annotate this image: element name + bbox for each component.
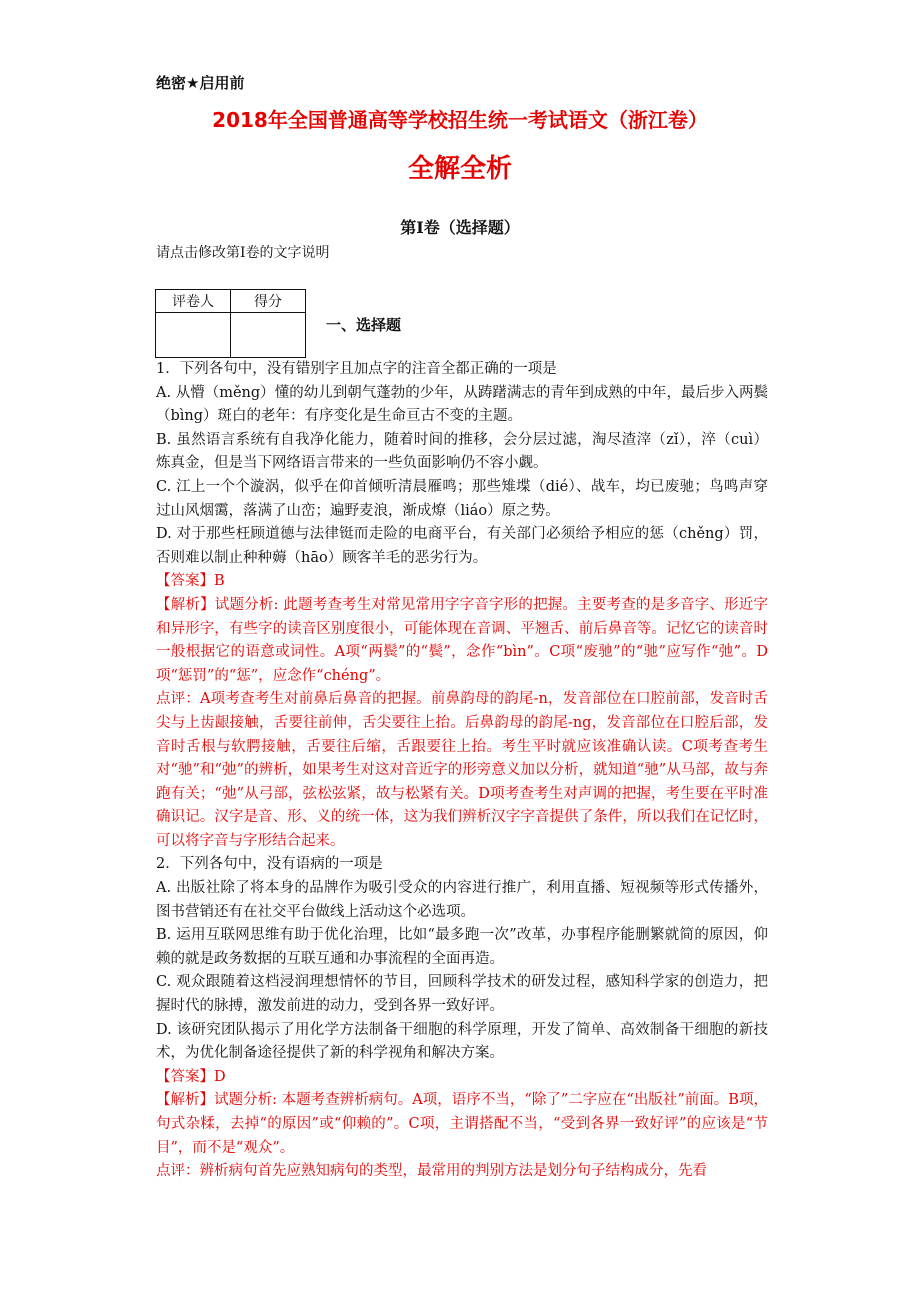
q2-answer: 【答案】D (156, 1068, 226, 1085)
q2-comment: 点评：辨析病句首先应熟知病句的类型，最常用的判别方法是划分句子结构成分，先看 (156, 1163, 707, 1180)
q1-stem: 1．下列各句中，没有错别字且加点字的注音全都正确的一项是 (156, 361, 557, 377)
score-table-score-cell[interactable] (231, 313, 306, 358)
question-content (156, 358, 768, 1184)
q2-option-c: C. 观众跟随着这档浸润理想情怀的节目，回顾科学技术的研发过程，感知科学家的创造力，把握时代的脉搏，激发前进的动力，受到各界一致好评。 (156, 974, 768, 1015)
exam-subtitle: 全解全析 (407, 154, 512, 184)
q2-option-b: B. 运用互联网思维有助于优化治理，比如“最多跑一次”改革，办事程序能删繁就简的原因，仰赖的就是政务数据的互联互通和办事流程的全面再造。 (156, 927, 768, 967)
score-table-grader-cell[interactable] (156, 313, 231, 358)
score-table-score-header: 得分 (231, 290, 306, 313)
confidential-label: 绝密★启用前 (156, 74, 245, 92)
section-hint[interactable]: 请点击修改第I卷的文字说明 (156, 245, 330, 261)
exam-title: 2018年全国普通高等学校招生统一考试语文（浙江卷） (212, 108, 708, 132)
q1-analysis: 【解析】试题分析: 此题考查考生对常见常用字字音字形的把握。主要考查的是多音字、形近字和异形字，有些字的读音区别度很小，可能体现在音调、平翘舌、前后鼻音等。记忆它的读音时一般根据它的语意或词性。A项“两鬓”的“鬓”，念作“bìn”。C项“废驰”的“驰”应写作“弛”。D项“惩罚”的“惩”，应念作“chéng”。 (156, 596, 768, 684)
q1-option-a: A. 从懵（měng）懂的幼儿到朝气蓬勃的少年，从踌躇满志的青年到成熟的中年，最后步入两鬓（bìng）斑白的老年：有序变化是生命亘古不变的主题。 (156, 384, 768, 425)
part-title: 一、选择题 (326, 316, 402, 334)
section-title: 第Ⅰ卷（选择题） (400, 218, 520, 237)
q2-analysis: 【解析】试题分析: 本题考查辨析病句。A项，语序不当，“除了”二字应在“出版社”前面。B项，句式杂糅，去掉“的原因”或“仰赖的”。C项，主谓搭配不当，“受到各界一致好评”的应该是“节目”，而不是“观众”。 (156, 1092, 768, 1156)
q1-option-c: C. 江上一个个漩涡，似乎在仰首倾听清晨雁鸣；那些雉堞（dié）、战车，均已废驰；鸟鸣声穿过山风烟霭，落满了山峦；遍野麦浪，渐成燎（liáo）原之势。 (156, 478, 768, 519)
q1-answer: 【答案】B (156, 573, 225, 590)
q2-option-d: D. 该研究团队揭示了用化学方法制备干细胞的科学原理，开发了简单、高效制备干细胞的新技术，为优化制备途径提供了新的科学视角和解决方案。 (156, 1021, 768, 1062)
q2-stem: 2．下列各句中，没有语病的一项是 (156, 856, 383, 873)
q1-comment: 点评：A项考查考生对前鼻后鼻音的把握。前鼻韵母的韵尾-n，发音部位在口腔前部，发音时舌尖与上齿龈接触，舌要往前伸，舌尖要往上抬。后鼻韵母的韵尾-ng，发音部位在口腔后部，发音时舌根与软腭接触，舌要往后缩，舌跟要往上抬。考生平时就应该准确认读。C项考查考生对“驰”和“弛”的辨析，如果考生对这对音近字的形旁意义加以分析，就知道“驰”从马部，故与奔跑有关；“弛”从弓部，弦松弦紧，故与松紧有关。D项考查考生对声调的把握，考生要在平时准确识记。汉字是音、形、义的统一体，这为我们辨析汉字字音提供了条件，所以我们在记忆时，可以将字音与字形结合起来。 (156, 691, 768, 849)
score-table-grader-header: 评卷人 (156, 290, 231, 313)
q1-option-d: D. 对于那些枉顾道德与法律铤而走险的电商平台，有关部门必须给予相应的惩（chěng）罚，否则难以制止种种薅（hāo）顾客羊毛的恶劣行为。 (156, 526, 768, 566)
score-table (155, 289, 306, 358)
q2-option-a: A. 出版社除了将本身的品牌作为吸引受众的内容进行推广，利用直播、短视频等形式传播外，图书营销还有在社交平台做线上活动这个必选项。 (156, 880, 768, 920)
q1-option-b: B. 虽然语言系统有自我净化能力，随着时间的推移，会分层过滤，淘尽渣滓（zǐ），淬（cuì）炼真金，但是当下网络语言带来的一些负面影响仍不容小觑。 (156, 431, 768, 472)
